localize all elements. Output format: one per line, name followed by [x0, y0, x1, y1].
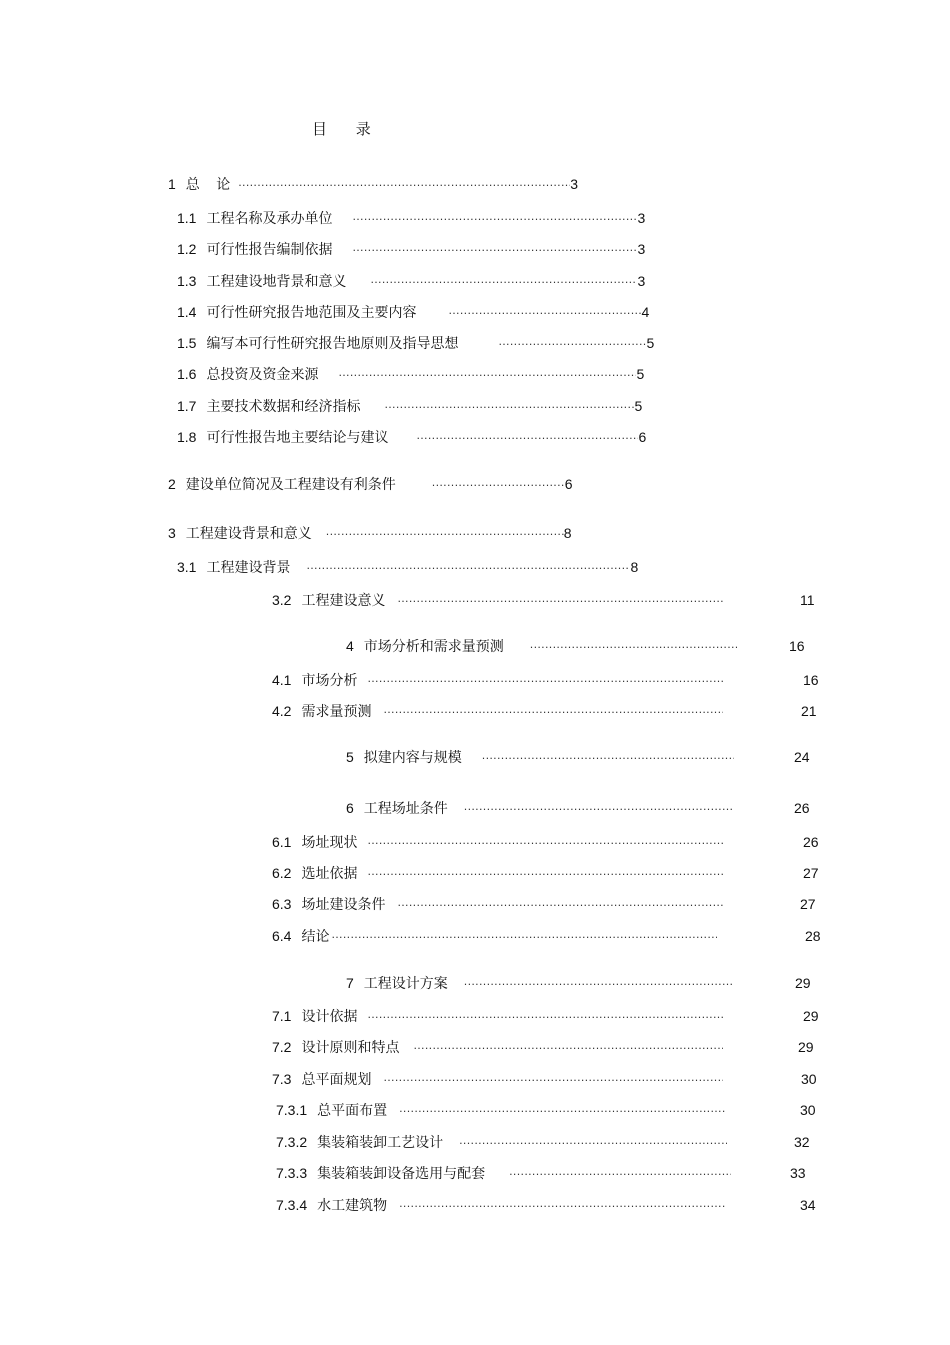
entry-number: 7	[346, 975, 354, 991]
dot-leader	[384, 399, 634, 417]
entry-title: 水工建筑物	[317, 1198, 388, 1214]
entry-number: 1.2	[177, 241, 197, 257]
entry-page: 27	[803, 865, 819, 881]
toc-entry[interactable]	[346, 637, 737, 657]
toc-entry[interactable]	[177, 334, 654, 354]
entry-page: 29	[795, 975, 811, 991]
dot-leader	[399, 1103, 725, 1121]
entry-page: 16	[803, 672, 819, 688]
entry-number: 7.1	[272, 1008, 292, 1024]
entry-number: 3.2	[272, 592, 292, 608]
entry-page: 4	[641, 304, 650, 320]
entry-title: 结论	[301, 929, 330, 945]
entry-number: 1.5	[177, 335, 197, 351]
entry-title: 可行性报告编制依据	[206, 242, 333, 258]
entry-title: 建设单位简况及工程建设有利条件	[185, 477, 396, 493]
toc-entry[interactable]	[177, 240, 645, 260]
entry-number: 7.3.4	[276, 1197, 308, 1213]
toc-entry[interactable]	[272, 671, 723, 691]
toc-entry[interactable]	[276, 1101, 725, 1121]
entry-number: 4.1	[272, 672, 292, 688]
entry-page: 8	[563, 525, 572, 541]
entry-number: 1	[168, 176, 176, 192]
toc-entry[interactable]	[272, 591, 723, 611]
toc-entry[interactable]	[272, 864, 723, 884]
entry-page: 29	[803, 1008, 819, 1024]
dot-leader	[367, 1009, 723, 1027]
dot-leader	[482, 750, 734, 768]
toc-entry[interactable]	[272, 1007, 723, 1027]
entry-number: 5	[346, 749, 354, 765]
entry-title: 集装箱装卸工艺设计	[317, 1135, 444, 1151]
entry-page: 34	[800, 1197, 816, 1213]
toc-entry[interactable]	[177, 558, 638, 578]
entry-title: 工程建设地背景和意义	[206, 274, 347, 290]
toc-entry[interactable]	[346, 748, 734, 768]
toc-entry[interactable]	[272, 927, 717, 947]
toc-entry[interactable]	[276, 1164, 731, 1184]
entry-number: 1.1	[177, 210, 197, 226]
entry-number: 7.3.3	[276, 1165, 308, 1181]
entry-title: 市场分析和需求量预测	[363, 639, 504, 655]
entry-title: 选址依据	[301, 866, 358, 882]
dot-leader	[367, 673, 723, 691]
entry-number: 7.3.1	[276, 1102, 308, 1118]
entry-page: 26	[794, 800, 810, 816]
entry-number: 6.3	[272, 896, 292, 912]
entry-number: 1.3	[177, 273, 197, 289]
entry-page: 3	[637, 273, 646, 289]
entry-title: 场址现状	[301, 835, 358, 851]
entry-title: 需求量预测	[301, 704, 372, 720]
entry-page: 3	[637, 210, 646, 226]
toc-entry[interactable]	[346, 799, 732, 819]
entry-title: 拟建内容与规模	[363, 750, 462, 766]
entry-title: 总投资及资金来源	[206, 367, 319, 383]
entry-number: 7.2	[272, 1039, 292, 1055]
toc-entry[interactable]	[177, 303, 649, 323]
entry-number: 6	[346, 800, 354, 816]
toc-title: 目 录	[312, 120, 383, 138]
toc-entry[interactable]	[272, 895, 723, 915]
toc-entry[interactable]	[177, 209, 645, 229]
entry-number: 1.8	[177, 429, 197, 445]
entry-page: 28	[805, 928, 821, 944]
entry-title: 市场分析	[301, 673, 358, 689]
entry-page: 30	[801, 1071, 817, 1087]
dot-leader	[238, 177, 570, 195]
entry-title: 工程名称及承办单位	[206, 211, 333, 227]
dot-leader	[509, 1166, 731, 1184]
toc-entry[interactable]	[272, 833, 723, 853]
dot-leader	[464, 801, 732, 819]
toc-entry[interactable]	[168, 524, 572, 544]
entry-title: 总平面布置	[317, 1103, 388, 1119]
entry-title: 工程设计方案	[363, 976, 448, 992]
dot-leader	[326, 526, 564, 544]
toc-entry[interactable]	[177, 397, 642, 417]
dot-leader	[448, 305, 641, 323]
entry-page: 29	[798, 1039, 814, 1055]
entry-page: 32	[794, 1134, 810, 1150]
toc-entry[interactable]	[168, 475, 573, 495]
dot-leader	[459, 1135, 727, 1153]
toc-entry[interactable]	[272, 1070, 723, 1090]
entry-title: 场址建设条件	[301, 897, 386, 913]
entry-page: 27	[800, 896, 816, 912]
dot-leader	[383, 704, 723, 722]
entry-page: 30	[800, 1102, 816, 1118]
entry-page: 3	[637, 241, 646, 257]
toc-entry[interactable]	[276, 1196, 725, 1216]
entry-title: 设计原则和特点	[301, 1040, 400, 1056]
entry-title: 编写本可行性研究报告地原则及指导思想	[206, 336, 459, 352]
toc-entry[interactable]	[168, 175, 578, 195]
entry-number: 1.6	[177, 366, 197, 382]
entry-page: 5	[646, 335, 655, 351]
dot-leader	[338, 367, 636, 385]
entry-title: 工程场址条件	[363, 801, 448, 817]
entry-number: 7.3.2	[276, 1134, 308, 1150]
entry-page: 5	[634, 398, 643, 414]
toc-entry[interactable]	[177, 365, 644, 385]
dot-leader	[498, 336, 646, 354]
entry-number: 4.2	[272, 703, 292, 719]
entry-page: 5	[636, 366, 645, 382]
entry-number: 4	[346, 638, 354, 654]
entry-title: 工程建设背景	[206, 560, 291, 576]
entry-title: 工程建设意义	[301, 593, 386, 609]
toc-entry[interactable]	[272, 1038, 723, 1058]
dot-leader	[306, 560, 630, 578]
entry-number: 6.4	[272, 928, 292, 944]
entry-page: 16	[789, 638, 805, 654]
toc-entry[interactable]	[177, 428, 646, 448]
dot-leader	[416, 430, 638, 448]
entry-page: 8	[630, 559, 639, 575]
entry-title: 总 论	[185, 177, 237, 193]
dot-leader	[370, 274, 637, 292]
entry-page: 3	[570, 176, 579, 192]
entry-title: 可行性报告地主要结论与建议	[206, 430, 389, 446]
entry-title: 集装箱装卸设备选用与配套	[317, 1166, 486, 1182]
entry-page: 24	[794, 749, 810, 765]
dot-leader	[367, 835, 723, 853]
entry-number: 6.2	[272, 865, 292, 881]
dot-leader	[367, 866, 723, 884]
entry-page: 11	[800, 592, 815, 608]
entry-number: 1.4	[177, 304, 197, 320]
toc-entry[interactable]	[177, 272, 645, 292]
entry-title: 工程建设背景和意义	[185, 526, 312, 542]
dot-leader	[397, 897, 723, 915]
entry-page: 6	[638, 429, 647, 445]
toc-entry[interactable]	[276, 1133, 727, 1153]
dot-leader	[432, 477, 565, 495]
entry-number: 1.7	[177, 398, 197, 414]
toc-entry[interactable]	[346, 974, 732, 994]
entry-page: 21	[801, 703, 817, 719]
entry-number: 6.1	[272, 834, 292, 850]
dot-leader	[530, 639, 737, 657]
entry-number: 3	[168, 525, 176, 541]
entry-title: 主要技术数据和经济指标	[206, 399, 361, 415]
dot-leader	[331, 929, 717, 947]
dot-leader	[413, 1040, 723, 1058]
entry-number: 3.1	[177, 559, 197, 575]
dot-leader	[352, 211, 637, 229]
dot-leader	[464, 976, 732, 994]
entry-title: 设计依据	[301, 1009, 358, 1025]
entry-number: 2	[168, 476, 176, 492]
entry-page: 6	[564, 476, 573, 492]
dot-leader	[383, 1072, 723, 1090]
dot-leader	[397, 593, 723, 611]
dot-leader	[352, 242, 637, 260]
dot-leader	[399, 1198, 725, 1216]
entry-page: 33	[790, 1165, 806, 1181]
entry-number: 7.3	[272, 1071, 292, 1087]
toc-entry[interactable]	[272, 702, 723, 722]
entry-title: 总平面规划	[301, 1072, 372, 1088]
entry-page: 26	[803, 834, 819, 850]
entry-title: 可行性研究报告地范围及主要内容	[206, 305, 417, 321]
